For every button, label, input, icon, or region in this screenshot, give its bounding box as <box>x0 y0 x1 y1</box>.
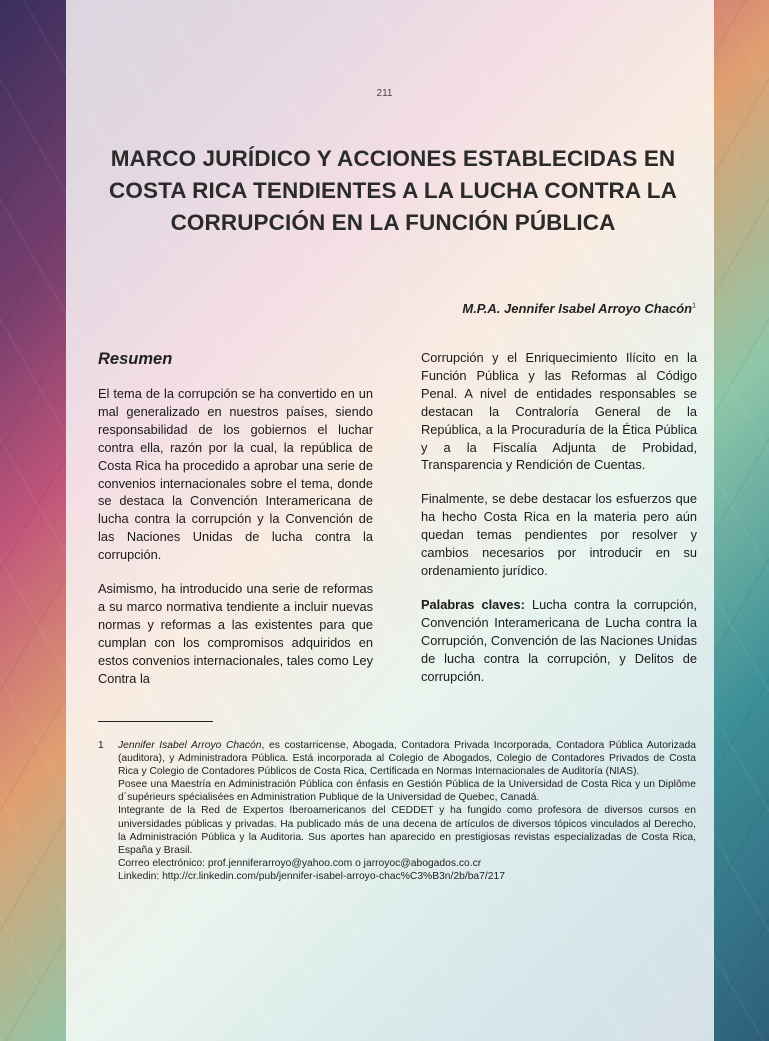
footnote-divider <box>98 721 213 722</box>
keywords-text: Lucha contra la corrupción, Convención Interamericana de Lucha contra la Corrupción, Convención de las Naciones Unidas de lucha contra la corrupción, y Delitos de corrupción. <box>421 596 697 684</box>
abstract-heading: Resumen <box>98 350 173 368</box>
footnote <box>98 739 696 883</box>
footnote-email[interactable]: Correo electrónico: prof.jenniferarroyo@yahoo.com o jarroyoc@abogados.co.cr <box>118 857 482 869</box>
abstract-paragraph: El tema de la corrupción se ha convertido en un mal generalizado en nuestros países, siendo responsabilidad de los gobiernos el luchar contra ella, razón por la cual, la república de Costa Rica ha procedido a aprobar una serie de convenios internacionales sobre el tema, donde se destaca la Convención Interamericana de lucha contra la corrupción y la Convención de las Naciones Unidas de lucha contra la corrupción. <box>98 386 373 563</box>
keywords-label: Palabras claves: <box>421 596 525 612</box>
footnote-number: 1 <box>98 740 104 751</box>
footnote-line: Integrante de la Red de Expertos Iberoamericanos del CEDDET y ha fungido como profesora de diversos cursos en universidades públicas y privadas. Ha publicado más de una decena de artículos de diversos tópicos vinculados al Derecho, la Administración Pública y la Auditoria. Sus aportes han aparecido en prestigiosas revistas especializadas de Costa Rica, España y Brasil. <box>118 805 696 856</box>
abstract-paragraph: Asimismo, ha introducido una serie de reformas a su marco normativa tendiente a incluir nuevas normas y reformas a las existentes para que cumplan con los compromisos adquiridos en estos convenios internacionales, tales como Ley Contra la <box>98 581 373 686</box>
footnote-author-name: Jennifer Isabel Arroyo Chacón <box>118 740 262 751</box>
abstract-left-column <box>98 385 373 704</box>
abstract-paragraph: Finalmente, se debe destacar los esfuerzos que ha hecho Costa Rica en la materia pero aún quedan temas pendientes por resolver y cambios necesarios por introducir en su ordenamiento jurídico. <box>421 491 697 578</box>
abstract-paragraph: Corrupción y el Enriquecimiento Ilícito en la Función Pública y las Reformas al Código Penal. A nivel de entidades responsables se destacan la Contraloría General de la República, a la Procuraduría de la Ética Pública y a la Fiscalía Adjunta de Probidad, Transparencia y Rendición de Cuentas. <box>421 350 697 473</box>
footnote-body <box>118 739 696 883</box>
author-line <box>422 301 696 316</box>
footnote-line <box>118 739 696 778</box>
footnote-line: Posee una Maestría en Administración Pública con énfasis en Gestión Pública de la Universidad de Costa Rica y un Diplôme d´supérieurs spécialisées en Administration Publique de la Universidad de Quebec, Canadá. <box>118 779 696 804</box>
author-footnote-mark[interactable]: 1 <box>692 302 696 310</box>
keywords-paragraph <box>421 596 697 686</box>
abstract-right-column <box>421 349 697 701</box>
author-name: M.P.A. Jennifer Isabel Arroyo Chacón <box>462 301 693 316</box>
footnote-linkedin[interactable]: Linkedin: http://cr.linkedin.com/pub/jennifer-isabel-arroyo-chac%C3%B3n/2b/ba7/217 <box>118 870 505 882</box>
article-title: MARCO JURÍDICO Y ACCIONES ESTABLECIDAS EN COSTA RICA TENDIENTES A LA LUCHA CONTRA LA CORRUPCIÓN EN LA FUNCIÓN PÚBLICA <box>109 146 677 235</box>
footnote-bio: , es costarricense, Abogada, Contadora Privada Incorporada, Contadora Pública Autorizada (auditora), y Administradora Pública. Está incorporada al Colegio de Abogados, Colegio de Contadores Privados de Costa Rica y Colegio de Contadores Públicos de Costa Rica, Certificada en Normas Internacionales de Auditoría (NIAS). <box>118 740 696 778</box>
page-number: 211 <box>376 88 393 99</box>
